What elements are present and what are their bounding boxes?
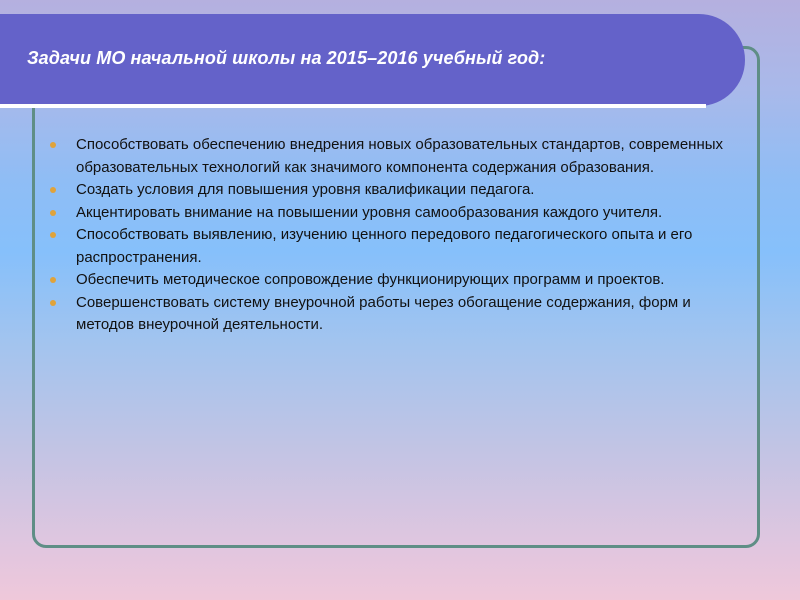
list-item xyxy=(48,292,752,337)
list-item-text: Обеспечить методическое сопровождение функционирующих программ и проектов. xyxy=(76,271,665,288)
bullet-icon xyxy=(50,187,56,193)
title-underline xyxy=(0,104,706,108)
bullet-icon xyxy=(50,142,56,148)
bullet-icon xyxy=(50,210,56,216)
list-item-text: Создать условия для повышения уровня квалификации педагога. xyxy=(76,181,535,198)
slide-title: Задачи МО начальной школы на 2015–2016 учебный год: xyxy=(27,48,546,68)
list-item-text: Способствовать обеспечению внедрения новых образовательных стандартов, современных образовательных технологий как значимого компонента содержания образования. xyxy=(76,136,724,176)
bullet-icon xyxy=(50,232,56,238)
list-item xyxy=(48,202,752,225)
task-list xyxy=(48,134,752,337)
list-item xyxy=(48,179,752,202)
bullet-icon xyxy=(50,300,56,306)
bullet-icon xyxy=(50,277,56,283)
list-item-text: Способствовать выявлению, изучению ценного передового педагогического опыта и его распространения. xyxy=(76,226,693,266)
list-item-text: Совершенствовать систему внеурочной работы через обогащение содержания, форм и методов внеурочной деятельности. xyxy=(76,293,691,333)
list-item xyxy=(48,224,752,269)
list-item xyxy=(48,134,752,179)
list-item-text: Акцентировать внимание на повышении уровня самообразования каждого учителя. xyxy=(76,203,663,221)
list-item xyxy=(48,269,752,292)
